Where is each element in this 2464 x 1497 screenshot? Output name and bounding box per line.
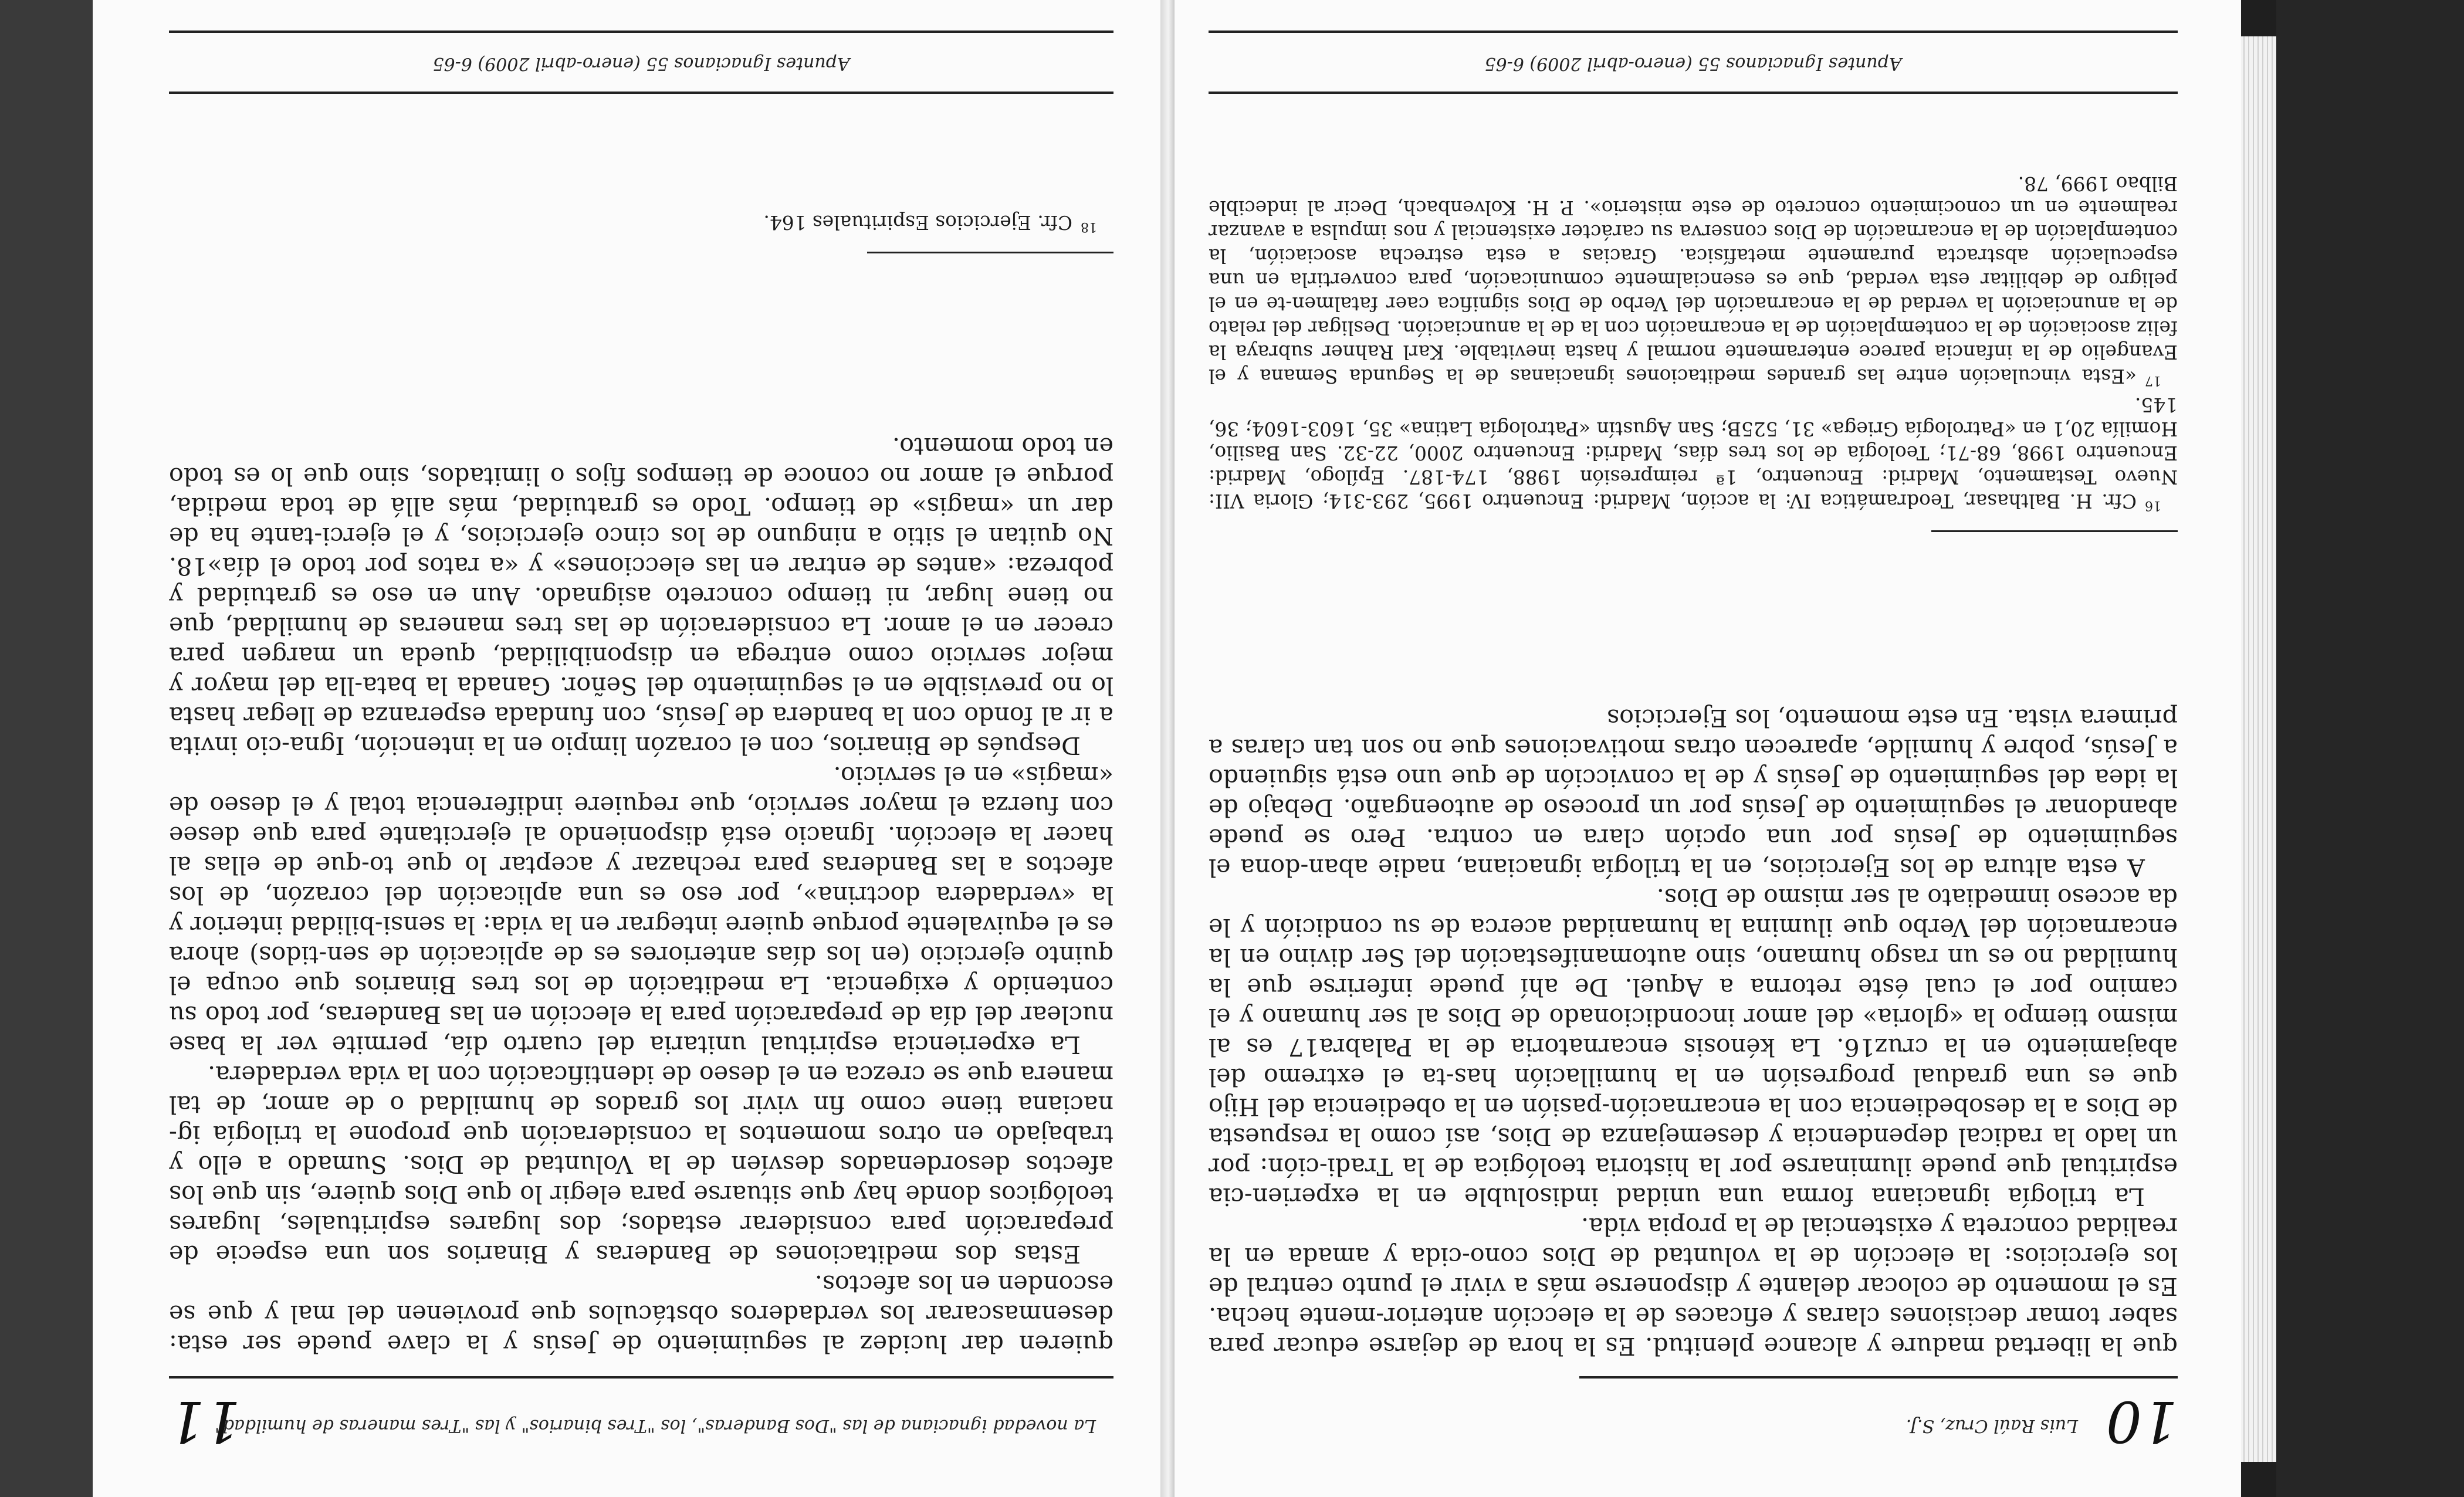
footnote-rule [1931,530,2178,532]
footnote-number: 17 [2145,373,2161,388]
journal-citation: Apuntes Ignacianos 55 (enero-abril 2009) 6-65 [1484,53,1902,74]
paragraph: La trilogía ignaciana forma una unidad indisoluble en la experien-cia espiritual que puede iluminarse por la historia teológica de la Tradi-ción: por un lado la radical dependencia y desemejanza de Dios, así como la respuesta de Dios a la desobediencia con la encarnación-pasión en la obediencia del Hijo que es una gradual progresión en la humillación has-ta el extremo del abajamiento en la cruz16. La kénosis encarnatoria de la Palabra17 es al mismo tiempo la «gloria» del amor incondicionado de Dios al ser humano y el camino por el cual éste retorna a Aquel. De ahí puede inferirse que la humildad no es un rasgo humano, sino automanifestación del Ser divino en la encarnación del Verbo que ilumina la humanidad acerca de su condición y le da acceso inmediato al ser mismo de Dios. [1209,883,2178,1211]
page-header [169,1376,1113,1459]
paragraph: Después de Binarios, con el corazón limpio en la intención, Igna-cio invita a ir al fondo con la bandera de Jesús, con fundada esperanza de llegar hasta lo no previsible en el seguimiento del Señor. Ganada la bata-lla del mayor y mejor servicio como entrega en disponibilidad, queda un margen para crecer en el amor. La consideración de las tres maneras de humildad, que no tiene lugar, ni tiempo concreto asignado. Aun en eso es gratuidad y pobreza: «antes de entrar en las elecciones» y «a ratos por todo el día»18. No quitan el sitio a ninguno de los cinco ejercicios, y el ejerci-tante ha de dar un «magis» de tiempo. Todo es gratuidad, más allá de toda medida, porque el amor no conoce de tiempos fijos o limitados, sino que lo es todo en todo momento. [169,432,1113,760]
page-footer [1209,31,2178,94]
paragraph: La experiencia espiritual unitaria del cuarto día, permite ver la base nuclear del día de preparación para la elección en las Banderas, por todo su contenido y exigencia. La meditación de los tres Binarios que ocupa el quinto ejercicio (en los días anteriores es de aplicación de sen-tidos) ahora es el equivalente porque quiere integrar en la vida: la sensi-bilidad interior y la «verdadera doctrina», por eso es una aplicación del corazón, de los afectos a las Banderas para rechazar y aceptar lo que to-que de ellas al hacer la elección. Ignacio está disponiendo al ejercitante para que desee con fuerza el mayor servicio, que requiere indiferencia total y el deseo de «magis» en el servicio. [169,761,1113,1059]
footnote [1209,171,2178,392]
journal-citation: Apuntes Ignacianos 55 (enero-abril 2009) 6-65 [432,53,850,74]
page-footer [169,31,1113,94]
footnote [169,210,1113,239]
page-number: 10 [2106,1388,2178,1454]
body-text [1209,703,2178,1361]
page-number: 11 [169,1388,241,1454]
book-gutter [1159,0,1175,1497]
paragraph: A esta altura de los Ejercicios, en la trilogía ignaciana, nadie aban-dona el seguimiento de Jesús por una opción clara en contra. Pero se puede abandonar el seguimiento de Jesús por un proceso de autoengaño. Debajo de la idea del seguimiento de Jesús y de la convicción de que uno está siguiendo a Jesús, pobre y humilde, aparecen otras motivaciones que no son tan claras a primera vista. En este momento, los Ejercicios [1209,704,2178,882]
footnote-rule [867,252,1113,253]
footnote [1209,392,2178,517]
left-page [1173,0,2241,1497]
footnote-text: «Esta vinculación entre las grandes meditaciones ignacianas de la Segunda Semana y el Evangelio de la infancia parece enteramente normal y hasta inevitable. Karl Rahner subraya la feliz asociación de la contemplación de la encarnación con la de la anunciación. Desligar del relato de la anunciación la verdad de la encarnación del Verbo de Dios significa caer fatalmen-te en el peligro de debilitar esta verdad, que es esencialmente comunicación, para convertirla en una especulación abstracta puramente metafísica. Gracias a esta estrecha asociación, la contemplación de la encarnación de Dios conserva su carácter existencial y nos impulsa a avanzar realmente en un conocimiento concreto de este misterio». P. H. Kolvenbach, Decir al indecible Bilbao 1999, 78. [1209,172,2178,388]
footnotes [169,210,1113,253]
page-edges [2241,36,2276,1462]
paragraph: quieren dar lucidez al seguimiento de Jesús y la clave puede ser esta: desenmascarar los verdaderos obstáculos que provienen del mal y que se esconden en los afectos. [169,1270,1113,1358]
header-rule [1579,1376,2178,1379]
page-header [1209,1379,2178,1459]
paragraph: que la libertad madure y alcance plenitud. Es la hora de dejarse educar para saber tomar decisiones claras y eficaces de la elección anterior-mente hecha. Es el momento de colocar delante y disponerse más a vivir el punto central de los ejercicios: la elección de la voluntad de Dios cono-cida y amada en la realidad concreta y existencial de la propia vida. [1209,1212,2178,1360]
paragraph: Estas dos meditaciones de Banderas y Binarios son una especie de preparación para considerar estados; dos lugares espirituales, lugares teológicos donde hay que situarse para elegir lo que Dios quiere, sin que los afectos desordenados desvíen de la Voluntad de Dios. Sumado a ello y trabajado en otros momentos la consideración que propone la trilogía ig-naciana tiene como fin vivir los grados de humildad o de amor, de tal manera que se crezca en el deseo de identificación con la vida verdadera. [169,1061,1113,1268]
running-head-author: Luis Raúl Cruz, S.J. [1905,1415,2078,1436]
footnote-number: 16 [2145,498,2161,513]
footnote-number: 18 [1081,219,1097,234]
scanner-edge-right [0,0,93,1497]
footnote-text: Cfr. Ejercicios Espirituales 164. [763,211,1072,234]
footnote-text: Cfr. H. Balthasar, Teodramática IV: la acción, Madrid: Encuentro 1995, 293-314; Gloria VII: Nuevo Testamento, Madrid: Encuentro, 1ª reimpresión 1988, 174-187. Epílogo, Madrid: Encuentro 1998, 68-71; Teología de los tres días, Madrid: Encuentro 2000, 22-32. San Basilio, Homilía 20,1 en «Patrología Griega» 31, 525B; San Agustín «Patrología Latina» 35, 1603-1604; 36, 145. [1209,394,2178,513]
footnotes [1209,171,2178,532]
scanner-edge-left [2276,0,2464,1497]
right-page [93,0,1160,1497]
running-head-title: La novedad ignaciana de las "Dos Banderas", los "Tres binarios" y las "Tres maneras de humildad" [214,1415,1096,1436]
body-text [169,431,1113,1359]
